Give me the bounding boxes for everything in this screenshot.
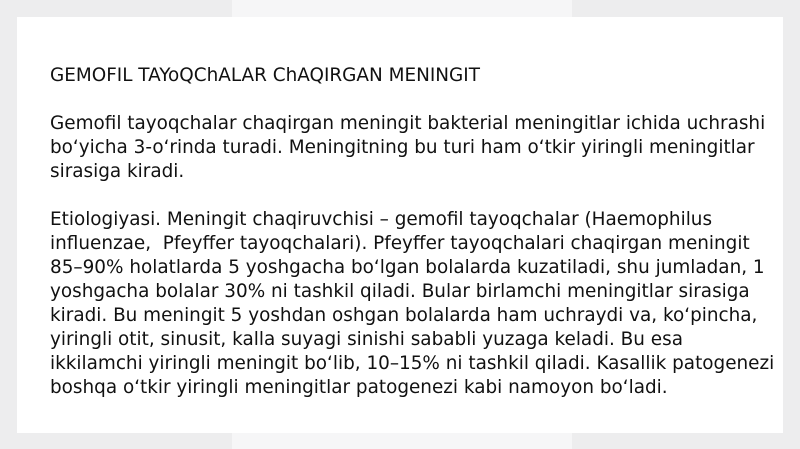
- background-band: [232, 433, 572, 449]
- background-band: [783, 17, 800, 433]
- document-title: GEMOFIL TAYoQChALAR ChAQIRGAN MENINGIT: [50, 65, 480, 86]
- text-body: [50, 64, 781, 400]
- paragraph-spacer: [50, 88, 775, 112]
- background-band: [0, 17, 17, 433]
- slide-card: [17, 17, 783, 433]
- background-band: [232, 0, 572, 17]
- paragraph-spacer: [50, 184, 775, 208]
- background-band: [0, 0, 232, 17]
- paragraph-etiology: Etiologiyasi. Meningit chaqiruvchisi – gemofil tayoqchalar (Haemophilus influenzae, Pfeyffer tayoqchalari). Pfeyffer tayoqchalari chaqirgan meningit 85–90% holatlarda 5 yoshgacha bo‘lgan bolalarda kuzatiladi, shu jumladan, 1 yoshgacha bolalar 30% ni tashkil qiladi. Bular birlamchi meningitlar sirasiga kiradi. Bu meningit 5 yoshdan oshgan bolalarda ham uchraydi va, ko‘pincha, yiringli otit, sinusit, kalla suyagi sinishi sababli yuzaga keladi. Bu esa ikkilamchi yiringli meningit bo‘lib, 10–15% ni tashkil qiladi. Kasallik patogenezi boshqa o‘tkir yiringli meningitlar patogenezi kabi namoyon bo‘ladi.: [50, 209, 781, 398]
- background-band: [572, 433, 800, 449]
- background-band: [0, 433, 232, 449]
- background-band: [572, 0, 800, 17]
- paragraph-intro: Gemofil tayoqchalar chaqirgan meningit bakterial meningitlar ichida uchrashi bo‘yicha 3-o‘rinda turadi. Meningitning bu turi ham o‘tkir yiringli meningitlar sirasiga kiradi.: [50, 113, 772, 182]
